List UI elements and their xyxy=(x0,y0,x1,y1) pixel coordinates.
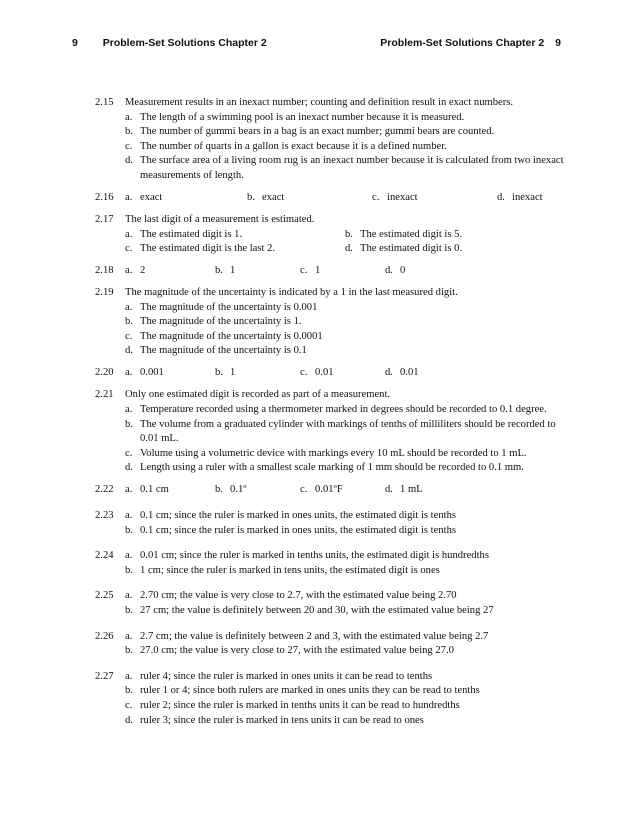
problem-number: 2.20 xyxy=(95,367,114,379)
answer-a: a. Temperature recorded using a thermometer marked in degrees should be recorded to 0.1 degree. xyxy=(125,404,547,416)
answer-c: c. The number of quarts in a gallon is exact because it is a defined number. xyxy=(125,140,447,152)
problem-2-24 xyxy=(95,549,565,578)
answer-b: b. 1 cm; since the ruler is marked in tens units, the estimated digit is ones xyxy=(125,564,440,576)
answer-b: b. The magnitude of the uncertainty is 1. xyxy=(125,316,302,328)
answer-b: b. The number of gummi bears in a bag is an exact number; gummi bears are counted. xyxy=(125,126,495,138)
answer-a: a. ruler 4; since the ruler is marked in ones units it can be read to tenths xyxy=(125,670,433,682)
problem-number: 2.18 xyxy=(95,265,114,277)
problem-stem: The magnitude of the uncertainty is indicated by a 1 in the last measured digit. xyxy=(125,287,458,299)
answer-d: d. 0.01 xyxy=(385,367,419,379)
problem-2-15 xyxy=(95,96,565,184)
problem-stem: Only one estimated digit is recorded as part of a measurement. xyxy=(125,389,391,401)
problem-number: 2.27 xyxy=(95,670,114,682)
answer-d: d. The estimated digit is 0. xyxy=(345,243,463,255)
answer-a: a. 0.1 cm xyxy=(125,484,169,496)
answer-b: b. The volume from a graduated cylinder with markings of tenths of milliliters should be recorded to 0.01 mL. xyxy=(125,418,556,445)
problem-2-18 xyxy=(95,264,565,279)
answer-c: c. inexact xyxy=(372,191,418,203)
answer-d: d. ruler 3; since the ruler is marked in tens units it can be read to ones xyxy=(125,714,424,726)
answer-a: a. 0.1 cm; since the ruler is marked in ones units, the estimated digit is tenths xyxy=(125,509,456,521)
answer-c: c. The magnitude of the uncertainty is 0.0001 xyxy=(125,330,323,342)
page-header-right xyxy=(380,37,561,49)
header-title: Problem-Set Solutions Chapter 2 xyxy=(380,37,545,49)
answer-b: b. 27.0 cm; the value is very close to 27, with the estimated value being 27.0 xyxy=(125,645,454,657)
problem-2-22 xyxy=(95,483,565,498)
answer-b: b. 1 xyxy=(215,265,236,277)
problem-2-21 xyxy=(95,388,565,476)
solutions-list xyxy=(95,96,565,736)
problem-2-19 xyxy=(95,286,565,359)
answer-c: c. 0.01 xyxy=(300,367,334,379)
answer-c: c. 0.01ºF xyxy=(300,484,343,496)
answer-a: a. exact xyxy=(125,191,163,203)
problem-number: 2.19 xyxy=(95,287,114,299)
problem-number: 2.25 xyxy=(95,590,114,602)
problem-number: 2.24 xyxy=(95,550,114,562)
answer-a: a. 0.001 xyxy=(125,367,164,379)
problem-number: 2.15 xyxy=(95,97,114,108)
problem-2-17 xyxy=(95,213,565,257)
problem-2-16 xyxy=(95,191,565,206)
problem-2-23 xyxy=(95,509,565,538)
answer-b: b. exact xyxy=(247,191,285,203)
answer-d: d. inexact xyxy=(497,191,543,203)
problem-stem: The last digit of a measurement is estimated. xyxy=(125,213,315,225)
problem-number: 2.23 xyxy=(95,509,114,521)
answer-d: d. The surface area of a living room rug is an inexact number because it is calculated from two inexact measurements of length. xyxy=(125,155,564,181)
problem-2-26 xyxy=(95,630,565,659)
header-title: Problem-Set Solutions Chapter 2 xyxy=(102,37,267,49)
answer-d: d. The magnitude of the uncertainty is 0.1 xyxy=(125,345,307,357)
problem-number: 2.22 xyxy=(95,484,114,496)
problem-2-25 xyxy=(95,589,565,618)
answer-a: a. 2 xyxy=(125,265,146,277)
problem-number: 2.21 xyxy=(95,389,114,401)
problem-number: 2.16 xyxy=(95,191,114,203)
problem-2-20 xyxy=(95,366,565,381)
answer-a: a. The magnitude of the uncertainty is 0.001 xyxy=(125,301,318,313)
answer-b: b. 0.1º xyxy=(215,484,247,496)
answer-c: c. 1 xyxy=(300,265,321,277)
answer-c: c. Volume using a volumetric device with markings every 10 mL should be recorded to 1 mL. xyxy=(125,447,527,459)
answer-d: d. 0 xyxy=(385,265,406,277)
answer-b: b. 0.1 cm; since the ruler is marked in ones units, the estimated digit is tenths xyxy=(125,524,456,536)
answer-b: b. The estimated digit is 5. xyxy=(345,228,463,240)
page-number: 9 xyxy=(72,37,78,49)
answer-b: b. ruler 1 or 4; since both rulers are marked in ones units they can be read to tenths xyxy=(125,685,480,697)
problem-stem: Measurement results in an inexact number; counting and definition result in exact numbers. xyxy=(125,97,514,108)
answer-c: c. The estimated digit is the last 2. xyxy=(125,243,276,255)
answer-a: a. 0.01 cm; since the ruler is marked in tenths units, the estimated digit is hundredths xyxy=(125,550,489,562)
answer-a: a. 2.70 cm; the value is very close to 2.7, with the estimated value being 2.70 xyxy=(125,590,457,602)
problem-number: 2.17 xyxy=(95,213,114,225)
page-number: 9 xyxy=(555,37,561,49)
answer-a: a. 2.7 cm; the value is definitely between 2 and 3, with the estimated value being 2.7 xyxy=(125,630,489,642)
answer-a: a. The length of a swimming pool is an inexact number because it is measured. xyxy=(125,111,465,123)
problem-2-27 xyxy=(95,670,565,728)
answer-d: d. Length using a ruler with a smallest scale marking of 1 mm should be recorded to 0.1 mm. xyxy=(125,462,524,474)
answer-c: c. ruler 2; since the ruler is marked in tenths units it can be read to hundredths xyxy=(125,699,460,711)
answer-a: a. The estimated digit is 1. xyxy=(125,228,243,240)
answer-d: d. 1 mL xyxy=(385,484,423,496)
page-header-left xyxy=(72,37,267,49)
answer-b: b. 1 xyxy=(215,367,236,379)
problem-number: 2.26 xyxy=(95,630,114,642)
answer-b: b. 27 cm; the value is definitely between 20 and 30, with the estimated value being 27 xyxy=(125,604,494,616)
